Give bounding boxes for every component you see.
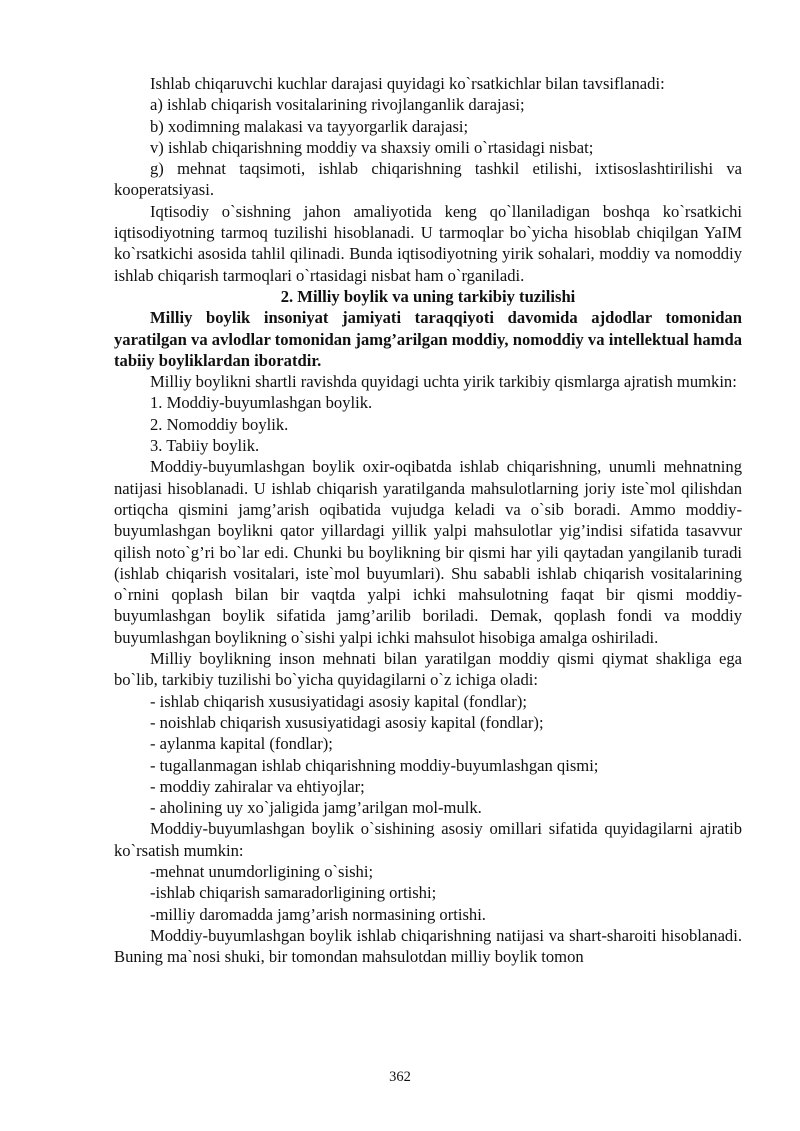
composition-paragraph: Milliy boylikning inson mehnati bilan yaratilgan moddiy qismi qiymat shakliga ega bo`lib, tarkibiy tuzilishi bo`yicha quyidagilarni o`z ichiga oladi: — [114, 649, 742, 690]
section-title: 2. Milliy boylik va uning tarkibiy tuzilishi — [280, 286, 576, 306]
page-body — [114, 73, 742, 967]
parts-paragraph: Milliy boylikni shartli ravishda quyidagi uchta yirik tarkibiy qismlarga ajratish mumkin: — [150, 372, 737, 392]
definition-paragraph: Milliy boylik insoniyat jamiyati taraqqiyoti davomida ajdodlar tomonidan yaratilgan va avlodlar tomonidan jamg’arilgan moddiy, nomoddiy va intellektual hamda tabiiy boyliklardan iboratdir. — [114, 308, 742, 370]
material-paragraph: Moddiy-buyumlashgan boylik oxir-oqibatda ishlab chiqarishning, unumli mehnatning natijasi hisoblanadi. U ishlab chiqarish yaratilganda mahsulotlarning joriy iste`mol qilishdan ortiqcha qismini jamg’arish oqibatida vujudga keladi va o`sib boradi. Ammo moddiy-buyumlashgan boylikni qator yillardagi yillik yalpi mahsulotlar yig’indisi sifatida tasavvur qilish noto`g’ri bo`lar edi. Chunki bu boylikning bir qismi har yili qaytadan yangilanib turadi (ishlab chiqarish vositalari, iste`mol buyumlari). Shu sababli ishlab chiqarish vositalarining o`rnini qoplash bilan bir vaqtda yalpi ichki mahsulotning faqat bir qismi moddiy-buyumlashgan boylik sifatida jamg’arilib boriladi. Demak, qoplash fondi va moddiy buyumlashgan boylikning o`sishi yalpi ichki mahsulot hisobiga amalga oshiriladi. — [114, 457, 742, 647]
list-item: - moddiy zahiralar va ehtiyojlar; — [150, 776, 365, 796]
intro-paragraph: Ishlab chiqaruvchi kuchlar darajasi quyidagi ko`rsatkichlar bilan tavsiflanadi: — [150, 74, 665, 93]
list-item: - tugallanmagan ishlab chiqarishning moddiy-buyumlashgan qismi; — [150, 755, 599, 775]
factors-paragraph: Moddiy-buyumlashgan boylik o`sishining asosiy omillari sifatida quyidagilarni ajratib ko`rsatish mumkin: — [114, 819, 742, 860]
list-item: 3. Tabiiy boylik. — [150, 436, 260, 456]
list-item: -mehnat unumdorligining o`sishi; — [150, 861, 374, 881]
list-item: - noishlab chiqarish xususiyatidagi asosiy kapital (fondlar); — [150, 712, 544, 732]
structure-paragraph: Iqtisodiy o`sishning jahon amaliyotida keng qo`llaniladigan boshqa ko`rsatkichi iqtisodiyotning tarmoq tuzilishi hisoblanadi. U tarmoqlar bo`yicha hisoblab chiqilgan YaIM ko`rsatkichi asosida tahlil qilinadi. Bunda iqtisodiyotning yirik sohalari, moddiy va nomoddiy ishlab chiqarish tarmoqlari o`rtasidagi nisbat ham o`rganiladi. — [114, 201, 742, 285]
result-paragraph: Moddiy-buyumlashgan boylik ishlab chiqarishning natijasi va shart-sharoiti hisoblanadi. Buning ma`nosi shuki, bir tomondan mahsulotdan milliy boylik tomon — [114, 925, 742, 967]
list-item: g) mehnat taqsimoti, ishlab chiqarishning tashkil etilishi, ixtisoslashtirilishi va kooperatsiyasi. — [114, 159, 742, 200]
page-number: 362 — [389, 1069, 411, 1085]
list-item: -ishlab chiqarish samaradorligining ortishi; — [150, 883, 437, 903]
list-item: 1. Moddiy-buyumlashgan boylik. — [150, 393, 373, 413]
list-item: a) ishlab chiqarish vositalarining rivojlanganlik darajasi; — [150, 95, 525, 115]
list-item: v) ishlab chiqarishning moddiy va shaxsiy omili o`rtasidagi nisbat; — [150, 137, 594, 157]
list-item: - aylanma kapital (fondlar); — [150, 734, 333, 754]
list-item: b) xodimning malakasi va tayyorgarlik darajasi; — [150, 116, 469, 136]
list-item: - ishlab chiqarish xususiyatidagi asosiy kapital (fondlar); — [150, 691, 527, 711]
list-item: - aholining uy xo`jaligida jamg’arilgan mol-mulk. — [150, 798, 482, 818]
list-item: -milliy daromadda jamg’arish normasining ortishi. — [150, 904, 486, 924]
list-item: 2. Nomoddiy boylik. — [150, 414, 289, 434]
